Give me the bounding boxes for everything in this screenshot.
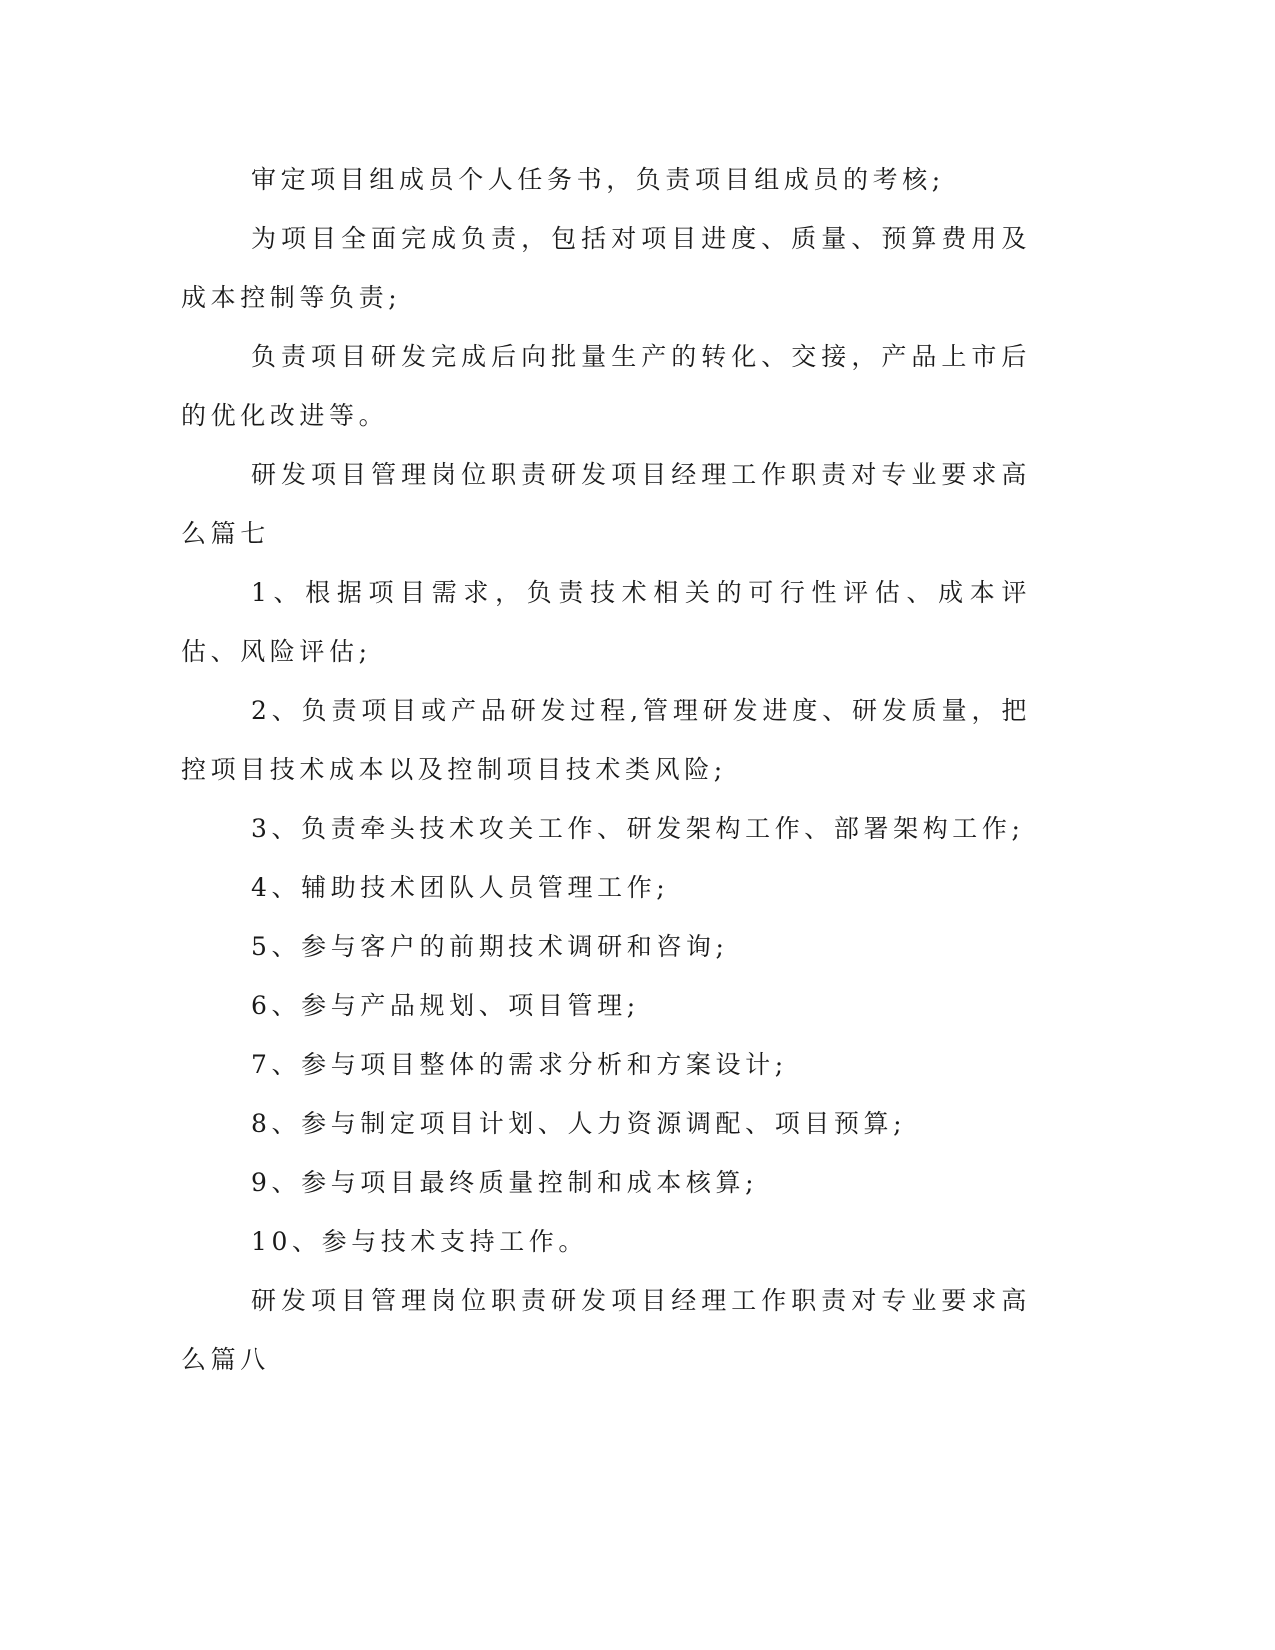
section-heading: 研发项目管理岗位职责研发项目经理工作职责对专业要求高么篇八 — [181, 1286, 1031, 1374]
list-item: 7、参与项目整体的需求分析和方案设计; — [251, 1050, 788, 1079]
list-item: 2、负责项目或产品研发过程,管理研发进度、研发质量，把控项目技术成本以及控制项目技术类风险; — [181, 696, 1031, 784]
paragraph: 审定项目组成员个人任务书，负责项目组成员的考核; — [251, 165, 945, 194]
list-item: 8、参与制定项目计划、人力资源调配、项目预算; — [251, 1109, 907, 1138]
section-heading: 研发项目管理岗位职责研发项目经理工作职责对专业要求高么篇七 — [181, 460, 1031, 548]
document-body — [181, 150, 1031, 1389]
list-item: 10、参与技术支持工作。 — [251, 1227, 589, 1256]
list-item: 5、参与客户的前期技术调研和咨询; — [251, 932, 729, 961]
paragraph: 为项目全面完成负责，包括对项目进度、质量、预算费用及成本控制等负责; — [181, 224, 1031, 312]
list-item: 6、参与产品规划、项目管理; — [251, 991, 640, 1020]
list-item: 1、根据项目需求，负责技术相关的可行性评估、成本评估、风险评估; — [181, 578, 1031, 666]
list-item: 9、参与项目最终质量控制和成本核算; — [251, 1168, 759, 1197]
paragraph: 负责项目研发完成后向批量生产的转化、交接，产品上市后的优化改进等。 — [181, 342, 1031, 430]
list-item: 4、辅助技术团队人员管理工作; — [251, 873, 670, 902]
list-item: 3、负责牵头技术攻关工作、研发架构工作、部署架构工作; — [251, 814, 1025, 843]
